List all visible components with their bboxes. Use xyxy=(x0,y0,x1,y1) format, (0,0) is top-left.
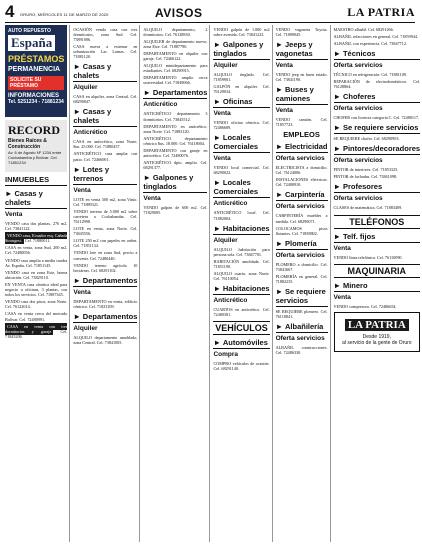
subcategory-type: Oferta servicios xyxy=(333,61,383,69)
arrow-bullet-icon: ► xyxy=(275,322,283,332)
subcategory-heading xyxy=(276,40,328,60)
classified-item: CASA nueva a estrenar en urbanización Las Lomas. Cel. 71881120. xyxy=(73,43,138,59)
classified-item: DEPARTAMENTO en venta, edificio céntrico. Cel. 71823109. xyxy=(73,298,138,309)
classified-item: VENDO oficina céntrica. Cel. 72486609. xyxy=(213,120,270,131)
classified-item: DEPARTAMENTO en alquiler con garaje. Cel. 72466122. xyxy=(143,50,208,61)
column-3 xyxy=(143,25,210,542)
ad-bar: SOLICITE SU PRÉSTAMO xyxy=(8,76,64,90)
subcategory-heading xyxy=(5,189,67,209)
column-4 xyxy=(213,25,272,542)
arrow-bullet-icon: ► xyxy=(213,284,221,294)
ad-info: INFORMACIONES xyxy=(8,93,59,99)
section-title: AVISOS xyxy=(155,6,203,20)
heading-label: Departamentos xyxy=(82,275,138,285)
ad-la-patria xyxy=(334,312,421,352)
subcategory-type: Alquiler xyxy=(73,84,98,92)
ad-lp-line2: al servicio de la gente de Oruro xyxy=(342,339,412,346)
subcategory-heading xyxy=(73,312,137,323)
subcategory-heading xyxy=(73,165,137,185)
subcategory-heading xyxy=(334,92,421,103)
heading-label: Pintores/decoradores xyxy=(342,144,421,154)
section-banner-empleos: EMPLEOS xyxy=(283,130,320,140)
classified-item: ALBAÑIL con experiencia. Cel. 73847712. xyxy=(333,40,407,46)
ad-brand: España xyxy=(8,35,55,51)
subcategory-type: Anticrético xyxy=(213,297,248,305)
arrow-bullet-icon: ► xyxy=(143,88,151,98)
heading-label: Plomería xyxy=(285,238,317,248)
heading-label: Telf. fijos xyxy=(342,231,376,241)
subcategory-type: Anticrético xyxy=(213,200,248,208)
heading-label: Locales Comerciales xyxy=(213,133,259,152)
classified-item: GALPÓN en alquiler. Cel. 76129034. xyxy=(213,83,270,94)
subcategory-type: Alquiler xyxy=(213,61,238,69)
arrow-bullet-icon: ► xyxy=(213,97,221,107)
arrow-bullet-icon: ► xyxy=(275,84,283,94)
subcategory-type: Oferta servicios xyxy=(275,155,325,163)
item-text: Cel. 71880011. xyxy=(24,238,51,244)
subcategory-heading xyxy=(213,40,269,60)
arrow-bullet-icon: ► xyxy=(275,287,283,297)
classified-item: OCASIÓN vendo casa con tres dormitorios, zona Sud. Cel. 73891006. xyxy=(73,26,138,42)
classified-item: CASA en venta cerca del mercado Bolívar. Cel. 72480991. xyxy=(5,311,68,322)
subcategory-type: Oferta servicios xyxy=(333,105,383,113)
classified-item: ANTICRÉTICO departamento céntrico $us. 18.000. Cel. 76118004. xyxy=(143,135,208,146)
heading-label: Buses y camiones xyxy=(275,84,314,103)
section-banner-vehiculos: VEHÍCULOS xyxy=(215,323,268,334)
classified-item: LOTE en venta 300 m2, zona Vinto. Cel. 71889321. xyxy=(73,196,138,207)
classified-item: ALQUILER de departamento nuevo, zona Este. Cel. 71887790. xyxy=(143,38,208,49)
classified-item: ALBAÑIL construcciones. Cel. 72486330. xyxy=(275,345,328,356)
heading-label: Locales Comerciales xyxy=(213,178,259,197)
item-text: Cel. 71843206. xyxy=(5,328,68,339)
classified-item: TÉCNICO en refrigeración. Cel. 71881109. xyxy=(333,71,407,77)
classified-item: DEPARTAMENTO amplio cerca universidad. Cel. 71849066. xyxy=(143,75,208,86)
page-header xyxy=(5,4,415,23)
classified-item: ALQUILO minidepartamento para estudiantes. Cel. 68290915. xyxy=(143,63,208,74)
classified-item: CASA en alquiler, zona Central. Cel. 68290047. xyxy=(73,94,138,105)
heading-label: Electricidad xyxy=(285,142,328,152)
ad-auto-repuesto-espana xyxy=(5,25,67,117)
category-heading: INMUEBLES xyxy=(5,175,67,186)
heading-label: Oficinas xyxy=(222,97,253,107)
subcategory-heading xyxy=(143,173,207,193)
classified-item: COMPRO vehículos de ocasión. Cel. 68291140. xyxy=(213,361,270,372)
classified-item: VENDO terreno agrícola 10 hectáreas. Cel. 68291102. xyxy=(73,262,138,273)
classified-item: VENDO vagoneta Toyota. Cel. 71889045. xyxy=(275,26,328,37)
heading-label: Habitaciones xyxy=(222,284,270,294)
subcategory-type: Venta xyxy=(275,61,293,69)
arrow-bullet-icon: ► xyxy=(73,62,81,72)
dateline: ORURO, MIÉRCOLES 11 DE MARZO DE 2020 xyxy=(20,12,109,17)
subcategory-heading xyxy=(276,287,328,307)
classified-item: ANTICRÉTICO departamento 3 dormitorios. Cel. 73845512. xyxy=(143,111,208,122)
item-highlight: VENDO casa, Ecuador esq. Cañada Strongest. xyxy=(5,233,68,244)
classified-item: ANTICRÉTICO local. Cel. 71882004. xyxy=(213,210,270,221)
arrow-bullet-icon: ► xyxy=(333,231,341,241)
classified-item: VENDO compresora. Cel. 72486654. xyxy=(333,303,397,309)
arrow-bullet-icon: ► xyxy=(213,338,221,348)
item-highlight: CASA en venta con tres dormitorios y garaje xyxy=(5,323,68,334)
subcategory-type: Anticrético xyxy=(73,129,108,137)
subcategory-heading xyxy=(334,49,421,60)
subcategory-type: Venta xyxy=(333,244,351,252)
subcategory-heading xyxy=(276,85,328,105)
section-banner-telefonos: TELÉFONOS xyxy=(334,215,421,229)
heading-label: Minero xyxy=(342,280,368,290)
arrow-bullet-icon: ► xyxy=(275,142,283,152)
heading-label: Jeeps y vagonetas xyxy=(275,39,313,58)
classified-item: VENDO local comercial. Cel. 68290022. xyxy=(213,165,270,176)
subcategory-heading xyxy=(143,88,207,99)
arrow-bullet-icon: ► xyxy=(275,190,283,200)
ad-record-text: Av. 6 de Agosto Nº 1234 entre Cochabamba y Bolívar. Cel. 71851234 xyxy=(8,150,62,165)
heading-label: Casas y chalets xyxy=(73,107,112,126)
classified-item: COLOCAMOS pisos flotantes. Cel. 71858802. xyxy=(275,225,328,236)
arrow-bullet-icon: ► xyxy=(275,238,283,248)
ad-record-sub: Bienes Raíces & Construcción xyxy=(8,138,47,150)
heading-label: Departamentos xyxy=(82,312,138,322)
subcategory-type: Venta xyxy=(213,155,231,163)
subcategory-type: Venta xyxy=(73,186,91,194)
subcategory-heading xyxy=(213,97,269,108)
subcategory-type: Oferta servicios xyxy=(333,157,383,165)
classified-item: ALQUILO habitación para persona sola. Cel. 73847701. xyxy=(213,246,270,257)
heading-label: Casas y chalets xyxy=(73,62,112,81)
classified-item: VENDO galpón de 600 m2. Cel. 71829005. xyxy=(143,205,208,216)
heading-label: Se requiere servicios xyxy=(275,287,326,306)
subcategory-type: Venta xyxy=(143,195,161,203)
classified-item: EN VENTA casa céntrica ideal para negocio u oficinas, 3 plantas, con todos los servicios. Cel. 71887345. xyxy=(5,281,68,298)
section-banner-maquinaria: MAQUINARIA xyxy=(334,264,421,278)
arrow-bullet-icon: ► xyxy=(333,280,341,290)
arrow-bullet-icon: ► xyxy=(143,173,151,183)
ad-phone: Tel. 5251234 - 71881234 xyxy=(8,99,64,105)
subcategory-type: Oferta servicios xyxy=(333,195,383,203)
classified-item xyxy=(5,324,67,339)
classified-item: ANTICRÉTICO casa amplia con patio. Cel. 72466001. xyxy=(73,151,138,162)
arrow-bullet-icon: ► xyxy=(333,144,341,154)
arrow-bullet-icon: ► xyxy=(275,39,283,49)
classified-item: VENDO lote en zona Sud, precio a convenir. Cel. 72480440. xyxy=(73,250,138,261)
classified-item: PINTOR de fachadas. Cel. 73841098. xyxy=(333,174,398,180)
classified-item: ALQUILO departamento amoblado, zona Central. Cel. 73841005. xyxy=(73,335,138,346)
classified-item: VENDO camión. Cel. 71857723. xyxy=(275,116,328,127)
heading-label: Carpintería xyxy=(285,190,325,200)
subcategory-heading xyxy=(334,144,421,155)
subcategory-type: Anticrético xyxy=(143,101,178,109)
column-6 xyxy=(334,25,422,542)
ad-record xyxy=(5,120,67,172)
classified-item: SE REQUIERE chofer. Cel. 68290903. xyxy=(333,136,400,142)
classified-item: ALQUILO departamento, 2 dormitorios. Cel. 76128830. xyxy=(143,26,208,37)
subcategory-heading xyxy=(213,178,269,198)
subcategory-type: Alquiler xyxy=(73,325,98,333)
heading-label: Galpones y tinglados xyxy=(143,173,194,192)
column-2 xyxy=(73,25,140,542)
classified-item: VENDO galpón de 1.000 m2 sobre avenida. Cel. 73841223. xyxy=(213,26,270,37)
classified-item: VENDO casa dos plantas, 276 m2. Cel. 73841122. xyxy=(5,221,68,232)
arrow-bullet-icon: ► xyxy=(333,92,341,102)
heading-label: Galpones y tinglados xyxy=(213,39,264,58)
classified-item: DEPARTAMENTO con garaje en anticrético. Cel. 72480076. xyxy=(143,148,208,159)
classified-item: VENDO casa en zona Este, buena ubicación. Cel. 73829110. xyxy=(5,269,68,280)
classified-item: LOTE en venta, zona Norte. Cel. 73845556. xyxy=(73,226,138,237)
subcategory-heading xyxy=(213,338,269,349)
subcategory-heading xyxy=(213,133,269,153)
subcategory-heading xyxy=(73,276,137,287)
arrow-bullet-icon: ► xyxy=(5,189,13,198)
ad-lp-line1: Desde 1919, xyxy=(362,333,391,340)
subcategory-type: Venta xyxy=(213,110,231,118)
arrow-bullet-icon: ► xyxy=(213,133,221,143)
classified-item: ELECTRICISTA a domicilio. Cel. 76124006. xyxy=(275,165,328,176)
classified-item: ALQUILO cuarto, zona Norte. Cel. 76110054. xyxy=(213,271,270,282)
heading-label: Albañilería xyxy=(285,322,324,332)
page-number: 4 xyxy=(5,2,15,21)
column-5 xyxy=(276,25,331,542)
arrow-bullet-icon: ► xyxy=(73,164,81,174)
classified-item: ANTICRÉTICO dpto. amplio. Cel. 68291377. xyxy=(143,160,208,171)
classified-item: REPARACIÓN de electrodomésticos. Cel. 76128864. xyxy=(333,78,421,89)
classified-item: CHOFER con licencia categoría C. Cel. 72480117. xyxy=(333,115,420,121)
subcategory-heading xyxy=(334,182,421,193)
subcategory-heading xyxy=(334,232,421,243)
subcategory-heading xyxy=(73,107,137,127)
classified-item: VENDO línea telefónica. Cel. 76110090. xyxy=(333,254,403,260)
ad-record-title: RECORD xyxy=(8,123,61,137)
ad-top-line: AUTO REPUESTO xyxy=(8,28,51,34)
subcategory-type: Venta xyxy=(333,293,351,301)
heading-label: Técnicos xyxy=(342,48,376,58)
subcategory-heading xyxy=(276,322,328,333)
subcategory-type: Venta xyxy=(5,211,23,218)
arrow-bullet-icon: ► xyxy=(213,178,221,188)
subcategory-type: Venta xyxy=(73,288,91,296)
classified-item: HABITACIÓN amoblada. Cel. 71851190. xyxy=(213,258,270,269)
arrow-bullet-icon: ► xyxy=(333,182,341,192)
arrow-bullet-icon: ► xyxy=(333,123,341,133)
subcategory-heading xyxy=(213,284,269,295)
classified-item: LOTE 250 m2 con papeles en orden. Cel. 71851134. xyxy=(73,238,138,249)
heading-label: Choferes xyxy=(342,92,376,102)
subcategory-heading xyxy=(73,62,137,82)
subcategory-heading xyxy=(276,142,328,153)
subcategory-type: Alquiler xyxy=(213,236,238,244)
subcategory-heading xyxy=(334,281,421,292)
subcategory-type: Venta xyxy=(275,106,293,114)
classified-item: CUARTOS en anticrético. Cel. 72480381. xyxy=(213,307,270,318)
subcategory-type: Oferta servicios xyxy=(275,251,325,259)
classified-item: CASA en anticrético, zona Norte, $us. 25.000. Cel. 71880457. xyxy=(73,139,138,150)
arrow-bullet-icon: ► xyxy=(73,275,81,285)
classified-item: ALBAÑIL refacciones en general. Cel. 71859944. xyxy=(333,33,419,39)
classified-item: VENDO casa amplia a media cuadra Av. España. Cel. 71851145. xyxy=(5,257,68,268)
classified-item: CLASES de matemática. Cel. 71883409. xyxy=(333,205,403,211)
subcategory-heading xyxy=(276,190,328,201)
classified-item: ALQUILO tinglado. Cel. 71859901. xyxy=(213,71,270,82)
classified-item: DEPARTAMENTO en anticrético, zona Norte. Cel. 71883120. xyxy=(143,123,208,134)
heading-label: Habitaciones xyxy=(222,223,270,233)
classified-item: VENDO terreno de 5.000 m2 sobre carretera a Cochabamba. Cel. 76112998. xyxy=(73,208,138,224)
subcategory-type: Compra xyxy=(213,351,238,359)
ad-lp-title: LA PATRIA xyxy=(345,319,409,331)
subcategory-heading xyxy=(334,123,421,134)
arrow-bullet-icon: ► xyxy=(213,223,221,233)
classified-item: PINTOR de interiores. Cel. 71853325. xyxy=(333,167,399,173)
subcategory-heading xyxy=(276,239,328,250)
classified-item: CASA en venta, zona Sud, 200 m2. Cel. 72480056. xyxy=(5,245,68,256)
columns xyxy=(5,25,421,542)
arrow-bullet-icon: ► xyxy=(73,312,81,322)
classified-item: SE REQUIERE plomero. Cel. 76118841. xyxy=(275,309,328,320)
ad-headline-2: PERMANENCIA xyxy=(8,66,61,73)
subcategory-type: Oferta servicios xyxy=(275,335,325,343)
classified-item: CARPINTERÍA muebles a medida. Cel. 68290071. xyxy=(275,213,328,224)
ad-headline-1: PRÉSTAMOS xyxy=(8,54,65,64)
heading-label: Se requiere servicios xyxy=(342,123,419,133)
subcategory-heading xyxy=(213,224,269,235)
masthead: LA PATRIA xyxy=(347,5,415,19)
classified-item: VENDO casa dos pisos, zona Norte. Cel. 76122014. xyxy=(5,299,68,310)
arrow-bullet-icon: ► xyxy=(333,48,341,58)
heading-label: Profesores xyxy=(342,182,383,192)
arrow-bullet-icon: ► xyxy=(213,39,221,49)
classified-item: INSTALACIONES eléctricas. Cel. 72480910. xyxy=(275,177,328,188)
classified-item xyxy=(5,233,67,243)
heading-label: Automóviles xyxy=(222,338,268,348)
classified-item: VENDO jeep en buen estado. Cel. 73841190. xyxy=(275,71,328,82)
heading-label: Departamentos xyxy=(152,88,208,98)
classified-item: PLOMERO a domicilio. Cel. 73841667. xyxy=(275,261,328,272)
column-1 xyxy=(5,25,70,542)
subcategory-type: Oferta servicios xyxy=(275,203,325,211)
heading-label: Casas y chalets xyxy=(5,189,43,207)
heading-label: Lotes y terrenos xyxy=(73,164,110,183)
classified-item: PLOMERÍA en general. Cel. 71882235. xyxy=(275,274,328,285)
classified-item: MAESTRO albañil. Cel. 68291266. xyxy=(333,26,394,32)
arrow-bullet-icon: ► xyxy=(73,107,81,117)
